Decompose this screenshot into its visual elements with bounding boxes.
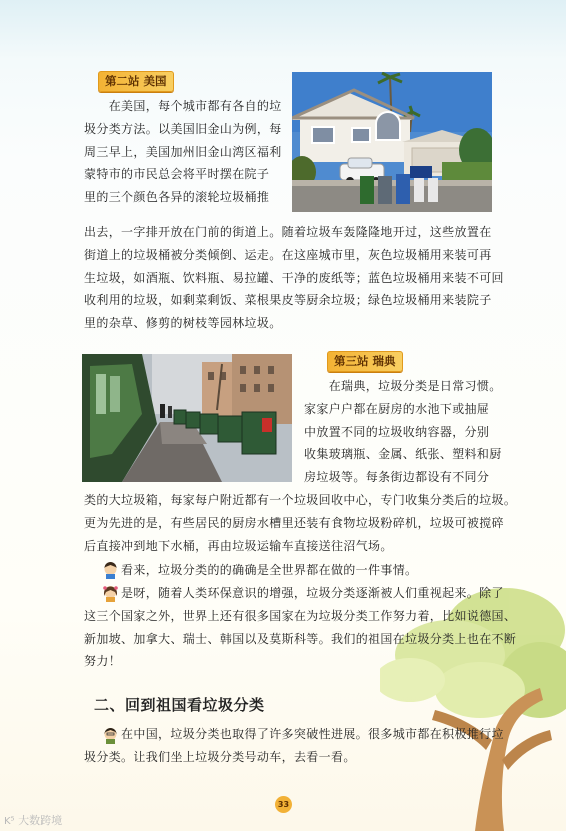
text-line: 生垃圾，如酒瓶、饮料瓶、易拉罐、干净的废纸等；蓝色垃圾桶用来装不可回: [84, 270, 504, 285]
text-line: 努力！: [84, 654, 122, 669]
text-line: 后直接冲到地下水桶，再由垃圾运输车直接送往沼气场。: [84, 538, 393, 553]
usa-paragraph-full: [84, 221, 504, 335]
text-line: 圾分类。让我们坐上垃圾分类号动车，去看一看。: [84, 749, 356, 764]
text-line: 在美国，每个城市都有各自的垃: [84, 99, 282, 113]
text-line: 这三个国家之外，世界上还有很多国家在为垃圾分类工作努力着，比如说德国、: [84, 608, 517, 623]
text-line: 收利用的垃圾，如剩菜剩饭、菜根果皮等厨余垃圾；绿色垃圾桶用来装院子: [84, 293, 492, 308]
text-line: 房垃圾等。每条街边都设有不同分: [304, 470, 490, 485]
watermark-logo-icon: K⁵: [4, 816, 15, 827]
sweden-street-photo: [82, 354, 292, 482]
text-line: 里的杂草、修剪的树枝等园林垃圾。: [84, 316, 282, 331]
page-number: 33: [275, 796, 292, 813]
text-line: 更为先进的是，有些居民的厨房水槽里还装有食物垃圾粉碎机，垃圾可被搅碎: [84, 515, 504, 530]
text-line: 新加坡、加拿大、瑞士、韩国以及莫斯科等。我们的祖国在垃圾分类上也在不断: [84, 631, 517, 646]
text-line: 出去，一字排开放在门前的街道上。随着垃圾车轰隆隆地开过，这些放置在: [84, 225, 492, 239]
dialogue-line-boy: 看来，垃圾分类的的确确是全世界都在做的一件事情。: [121, 563, 418, 577]
text-line: 蒙特市的市民总会将平时摆在院子: [84, 167, 270, 182]
china-paragraph: [84, 723, 504, 769]
section-tag-sweden: 第三站 瑞典: [327, 351, 403, 372]
watermark-text: 大数跨境: [18, 814, 63, 827]
boy-avatar-icon: [103, 562, 118, 579]
text-line: 在中国，垃圾分类也取得了许多突破性进展。很多城市都在积极推行垃: [121, 727, 504, 741]
dialogue-line-girl: [84, 582, 516, 673]
watermark: [4, 812, 62, 828]
text-line: 在瑞典，垃圾分类是日常习惯。: [304, 379, 502, 393]
text-line: 周三早上，美国加州旧金山湾区福利: [84, 144, 282, 159]
sweden-paragraph-narrow: [304, 375, 502, 489]
text-line: 家家户户都在厨房的水池下或抽屉: [304, 401, 490, 416]
usa-house-photo: [292, 72, 492, 212]
text-line: 收集玻璃瓶、金属、纸张、塑料和厨: [304, 447, 502, 462]
usa-paragraph-narrow: [84, 95, 282, 209]
section-heading-china: 二、回到祖国看垃圾分类: [94, 696, 265, 714]
section-tag-usa: 第二站 美国: [98, 71, 174, 92]
text-line: 圾分类方法。以美国旧金山为例，每: [84, 121, 282, 136]
sweden-paragraph-full: [84, 489, 516, 557]
text-line: 中放置不同的垃圾收纳容器，分别: [304, 424, 490, 439]
text-line: 里的三个颜色各异的滚轮垃圾桶推: [84, 190, 270, 205]
text-line: 街道上的垃圾桶被分类倾倒、运走。在这座城市里，灰色垃圾桶用来装可再: [84, 247, 492, 262]
text-line: 类的大垃圾箱，每家每户附近都有一个垃圾回收中心，专门收集分类后的垃圾。: [84, 493, 517, 507]
text-line: 是呀，随着人类环保意识的增强，垃圾分类逐渐被人们重视起来。除了: [121, 586, 504, 600]
